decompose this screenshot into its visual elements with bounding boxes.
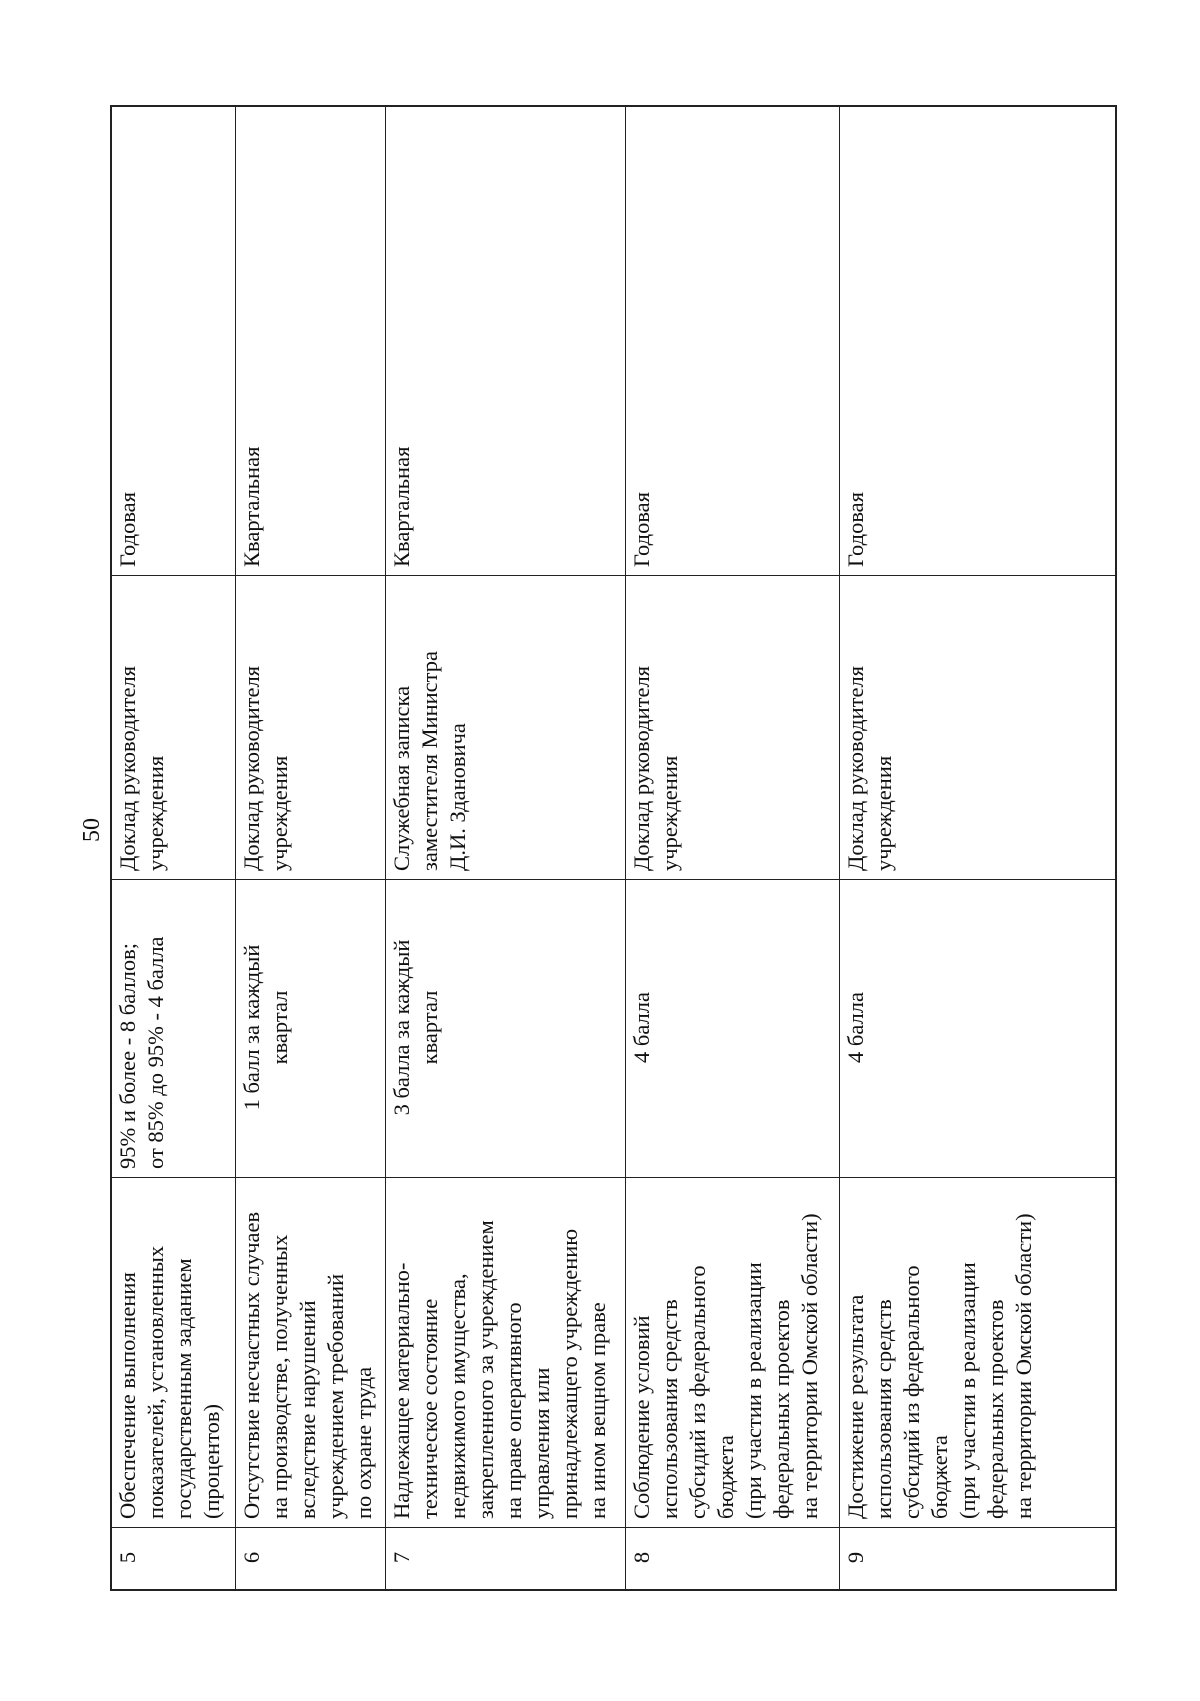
score-cell: 95% и более - 8 баллов; от 85% до 95% - 4 балла: [112, 879, 236, 1177]
row-number: 9: [840, 1527, 1115, 1589]
row-number: 6: [236, 1527, 386, 1589]
period-cell: Годовая: [115, 492, 140, 567]
score-cell: 1 балл за каждый квартал: [236, 879, 386, 1177]
source-cell: Доклад руководителя учреждения: [236, 575, 386, 879]
source-cell: Доклад руководителя учреждения: [626, 575, 840, 879]
indicator-cell: Надлежащее материально- техническое состояние недвижимого имущества, закрепленного за учреждением на праве оперативного управления или принадлежащего учреждению на ином вещном праве: [386, 1177, 626, 1527]
score-cell: 3 балла за каждый квартал: [386, 879, 626, 1177]
period-cell: Годовая: [843, 492, 868, 567]
row-number: 8: [626, 1527, 840, 1589]
score-cell: 4 балла: [626, 879, 840, 1177]
row-number: 7: [386, 1527, 626, 1589]
indicator-cell: Соблюдение условий использования средств субсидий из федерального бюджета (при участии в реализации федеральных проектов на территории Омской области): [626, 1177, 840, 1527]
table-row: [626, 107, 840, 1589]
row-number: 5: [112, 1527, 236, 1589]
source-cell: Доклад руководителя учреждения: [112, 575, 236, 879]
page-number: 50: [79, 818, 105, 842]
table-row: [386, 107, 626, 1589]
source-cell: Служебная записка заместителя Министра Д.И. Здановича: [386, 575, 626, 879]
table-row: [840, 107, 1115, 1589]
table-row: [236, 107, 386, 1589]
indicator-cell: Обеспечение выполнения показателей, установленных государственным заданием (процентов): [112, 1177, 236, 1527]
indicator-cell: Достижение результата использования средств субсидий из федерального бюджета (при участии в реализации федеральных проектов на территории Омской области): [840, 1177, 1115, 1527]
period-cell: Квартальная: [389, 446, 414, 567]
period-cell: Годовая: [629, 492, 654, 567]
criteria-table: [110, 105, 1117, 1591]
period-cell: Квартальная: [239, 446, 264, 567]
table-row: [112, 107, 236, 1589]
indicator-cell: Отсутствие несчастных случаев на производстве, полученных вследствие нарушений учреждением требований по охране труда: [236, 1177, 386, 1527]
source-cell: Доклад руководителя учреждения: [840, 575, 1115, 879]
score-cell: 4 балла: [840, 879, 1115, 1177]
